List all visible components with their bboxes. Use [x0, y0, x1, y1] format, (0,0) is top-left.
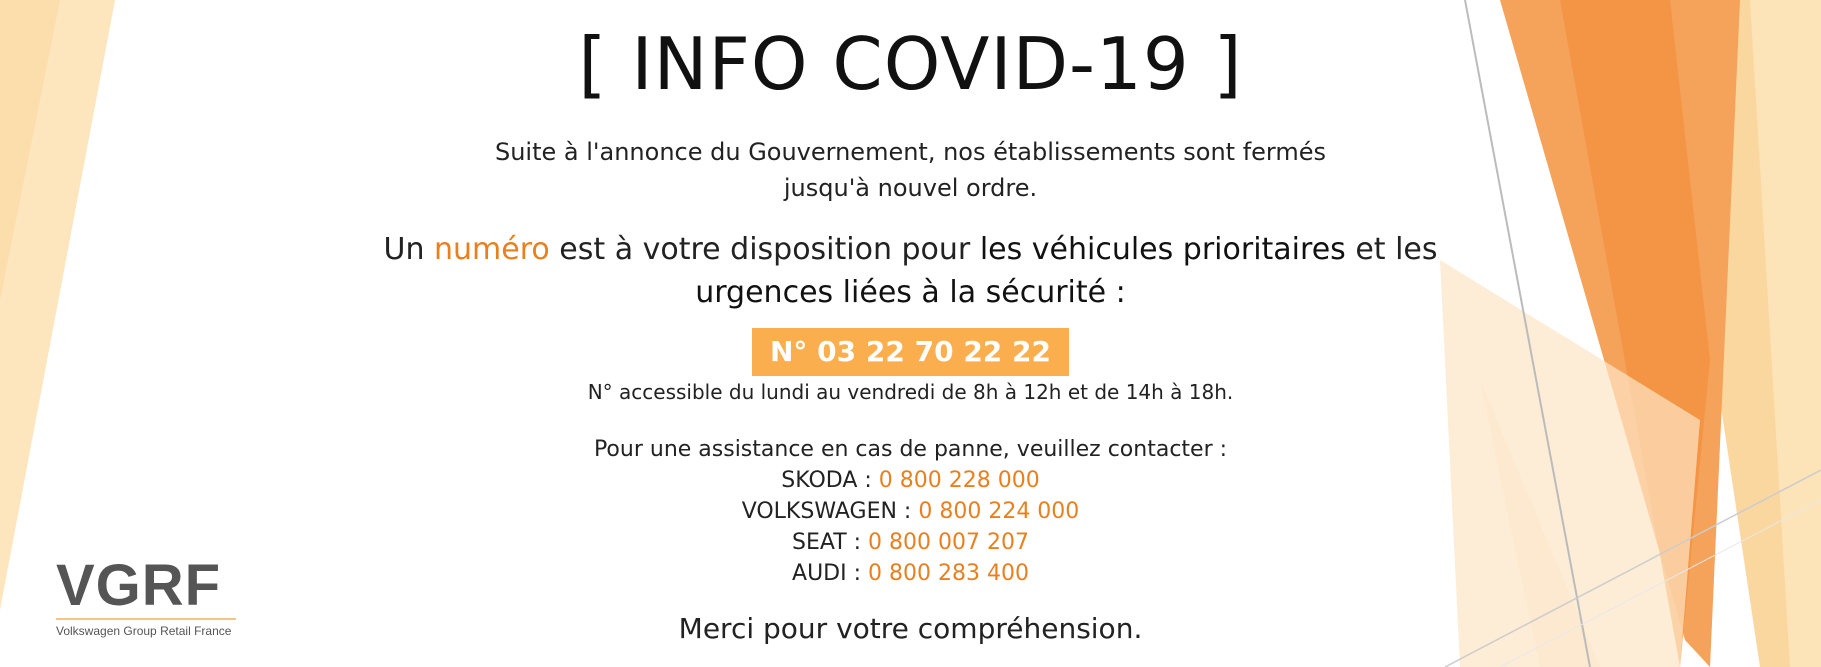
brand-name: SEAT : — [792, 530, 869, 555]
logo-tagline: Volkswagen Group Retail France — [56, 624, 232, 638]
logo-mark: VGRF — [56, 553, 222, 618]
brand-name: VOLKSWAGEN : — [741, 499, 919, 524]
opening-hours: N° accessible du lundi au vendredi de 8h à 12h et de 14h à 18h. — [587, 380, 1234, 404]
brand-phone-number[interactable]: 0 800 224 000 — [918, 499, 1080, 524]
phone-banner — [0, 328, 1821, 376]
thanks-message: Merci pour votre compréhension. — [678, 612, 1143, 645]
lead-text-2: est à votre disposition pour — [549, 232, 980, 267]
brand-name: SKODA : — [781, 468, 879, 493]
closure-notice-line1: Suite à l'annonce du Gouvernement, nos établissements sont fermés — [494, 138, 1326, 166]
assistance-intro: Pour une assistance en cas de panne, veuillez contacter : — [593, 437, 1228, 462]
brand-row-audi — [0, 558, 1821, 589]
brand-row-skoda — [0, 465, 1821, 496]
lead-text-1: Un — [383, 232, 435, 267]
brand-name: AUDI : — [792, 561, 869, 586]
breakdown-assistance — [0, 434, 1821, 589]
brand-row-volkswagen — [0, 496, 1821, 527]
closure-notice-line2: jusqu'à nouvel ordre. — [783, 174, 1038, 202]
brand-phone-number[interactable]: 0 800 283 400 — [868, 561, 1029, 586]
emergency-phone-number[interactable]: N° 03 22 70 22 22 — [752, 328, 1069, 376]
lead-text-3: et les — [1345, 232, 1438, 267]
lead-highlight: numéro — [434, 232, 550, 267]
vgrf-logo — [56, 553, 246, 638]
brand-phone-number[interactable]: 0 800 228 000 — [878, 468, 1040, 493]
logo-divider — [56, 618, 236, 620]
brand-phone-number[interactable]: 0 800 007 207 — [868, 530, 1029, 555]
priority-message — [0, 228, 1821, 314]
lead-strong-1: les véhicules prioritaires — [979, 232, 1346, 267]
page-title: [ INFO COVID-19 ] — [578, 22, 1243, 106]
lead-strong-2: urgences liées à la sécurité : — [695, 275, 1126, 310]
brand-row-seat — [0, 527, 1821, 558]
closure-notice — [0, 134, 1821, 206]
